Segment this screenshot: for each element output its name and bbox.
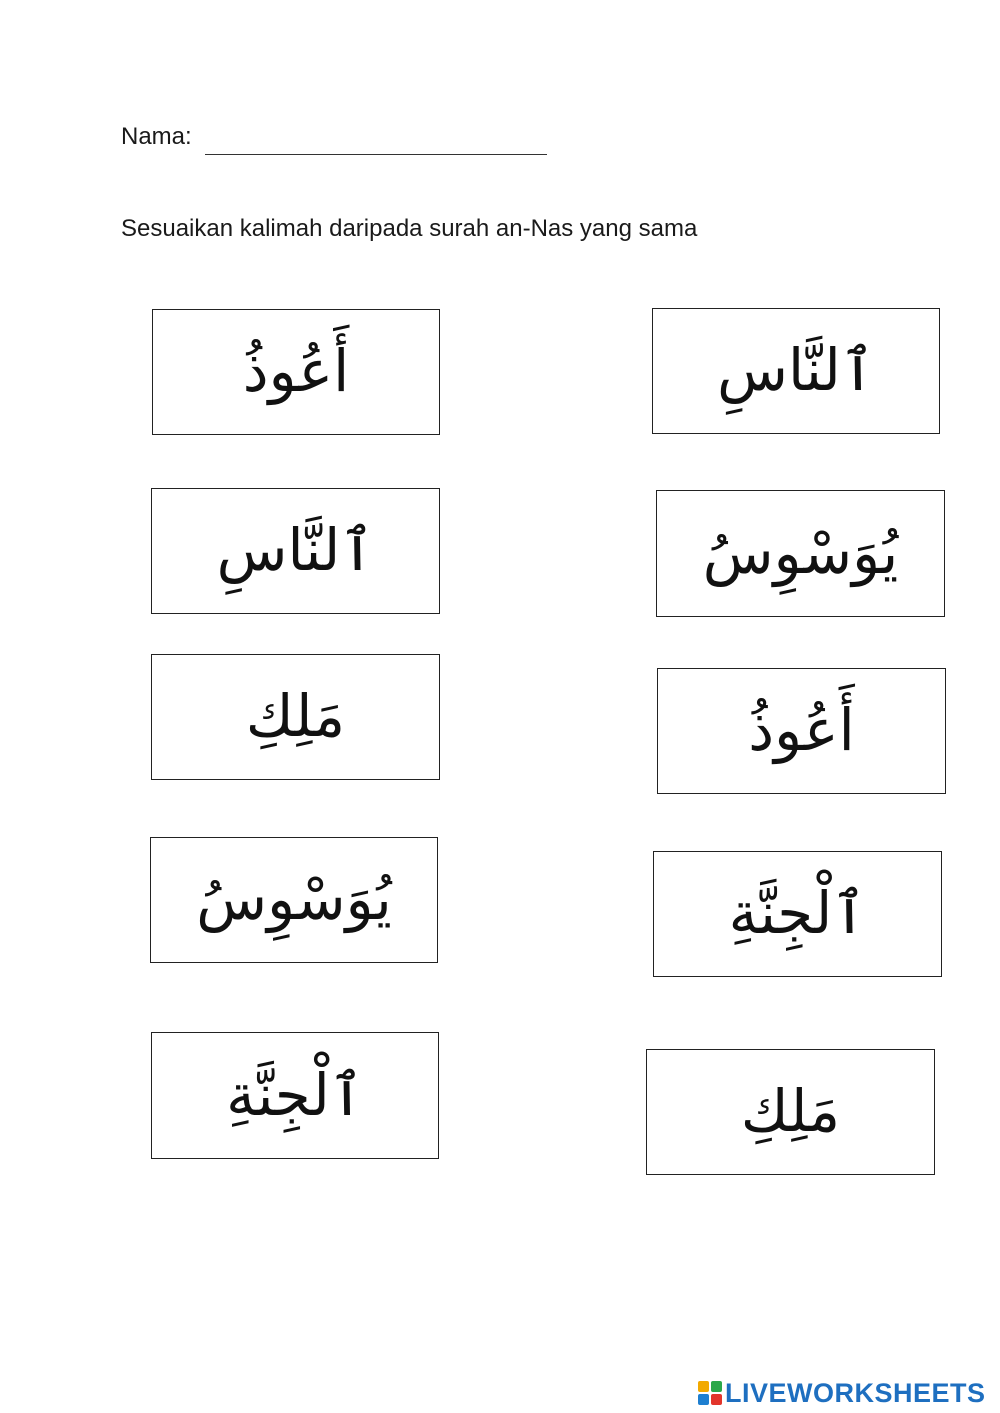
name-answer-line[interactable]	[205, 154, 547, 155]
left-word-card-5[interactable]	[151, 1032, 439, 1159]
left-word-1: أَعُوذُ	[242, 337, 350, 406]
right-word-card-2[interactable]	[656, 490, 945, 617]
right-word-4: ٱلْجِنَّةِ	[728, 879, 867, 948]
left-word-card-1[interactable]	[152, 309, 440, 435]
brand-name: LIVEWORKSHEETS	[725, 1377, 986, 1408]
right-word-card-4[interactable]	[653, 851, 942, 977]
brand-logo-icon	[698, 1381, 722, 1405]
left-word-2: ٱلنَّاسِ	[216, 516, 375, 585]
name-label: Nama:	[121, 123, 192, 150]
right-word-1: ٱلنَّاسِ	[717, 336, 875, 405]
right-word-card-3[interactable]	[657, 668, 946, 794]
right-word-2: يُوَسْوِسُ	[702, 518, 899, 587]
left-word-card-3[interactable]	[151, 654, 440, 780]
right-word-card-1[interactable]	[652, 308, 940, 434]
instruction-text: Sesuaikan kalimah daripada surah an-Nas yang sama	[121, 215, 698, 242]
left-word-4: يُوَسْوِسُ	[196, 865, 392, 934]
left-word-card-2[interactable]	[151, 488, 440, 614]
right-word-5: مَلِكِ	[740, 1077, 841, 1146]
left-word-3: مَلِكِ	[245, 682, 346, 751]
brand-watermark	[698, 1378, 986, 1408]
right-word-card-5[interactable]	[646, 1049, 935, 1175]
left-word-card-4[interactable]	[150, 837, 438, 963]
right-word-3: أَعُوذُ	[748, 696, 855, 765]
left-word-5: ٱلْجِنَّةِ	[226, 1060, 364, 1129]
